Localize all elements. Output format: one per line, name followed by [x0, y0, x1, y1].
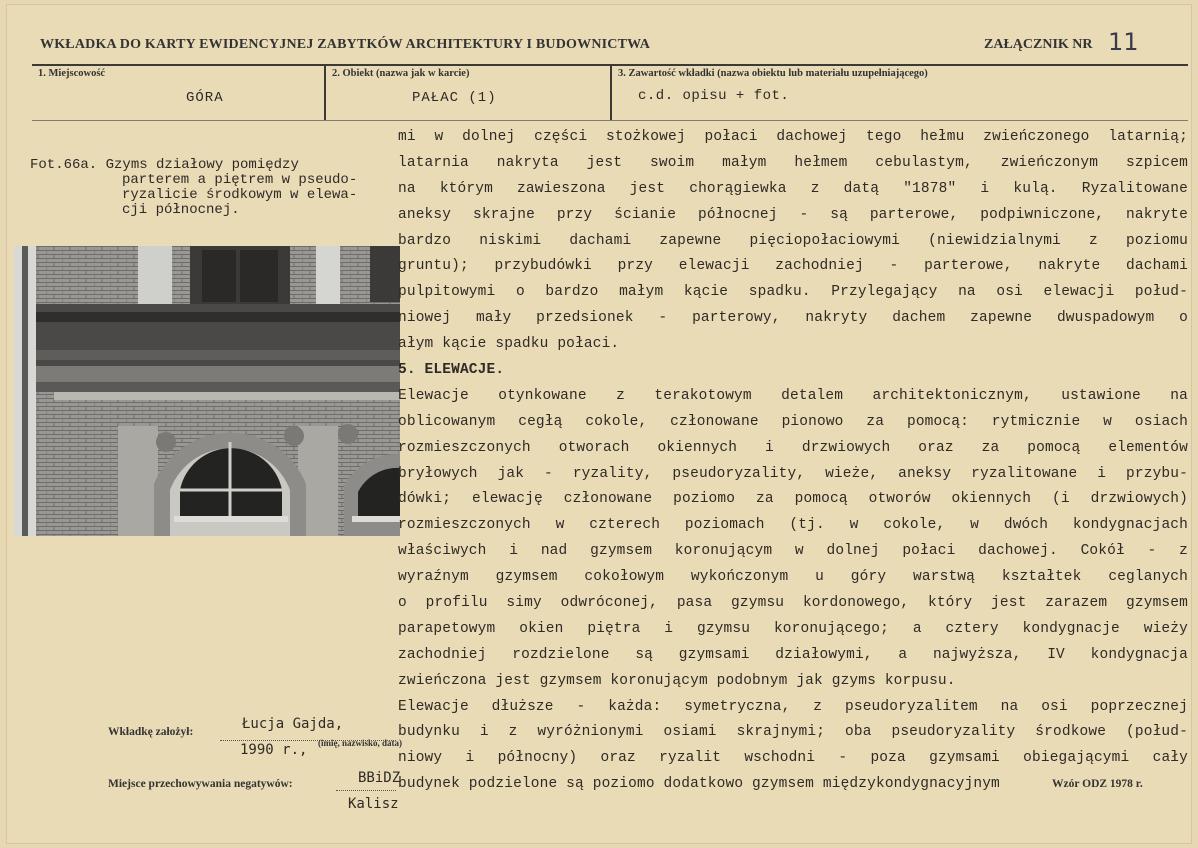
text-line: pulpitowymi o bardzo małym kącie spadku. Przylegający na osi elewacji połud- — [398, 284, 1188, 301]
text-line: mi w dolnej części stożkowej połaci dachowej tego hełmu zwieńczonego latarnią; — [398, 129, 1188, 145]
author-hint: (imię, nazwisko, data) — [318, 738, 402, 748]
building-photo — [14, 246, 400, 536]
storage-city: Kalisz — [348, 796, 399, 812]
form-version-label: Wzór ODZ 1978 r. — [1052, 778, 1143, 790]
field-3-label: 3. Zawartość wkładki (nazwa obiektu lub materiału uzupełniającego) — [618, 68, 928, 79]
form-title: WKŁADKA DO KARTY EWIDENCYJNEJ ZABYTKÓW ARCHITEKTURY I BUDOWNICTWA — [40, 37, 651, 52]
caption-line: cji północnej. — [122, 202, 240, 218]
attachment-label: ZAŁĄCZNIK NR — [984, 37, 1093, 52]
text-line: aneksy skrajne przy ścianie północnej - są parterowe, podpiwniczone, nakryte — [398, 206, 1188, 223]
storage-label: Miejsce przechowywania negatywów: — [108, 778, 293, 790]
text-line: rozmieszczonych otworach okiennych i drzwiowych oraz za pomocą elementów — [398, 439, 1188, 456]
section-heading: 5. ELEWACJE. — [398, 362, 505, 379]
field-3-value: c.d. opisu + fot. — [638, 88, 790, 104]
field-1-value: GÓRA — [186, 90, 224, 106]
storage-dots — [336, 790, 396, 791]
field-divider-2 — [610, 64, 612, 120]
text-line: rozmieszczonych w czterech poziomach (tj. w cokole, w dwóch kondygnacjach — [398, 517, 1188, 534]
storage-value: BBiDZ — [358, 770, 401, 786]
text-line: niowej mały przedsionek - parterowy, nakryty dachem zapewne dwuspadowym o — [398, 310, 1188, 327]
caption-line: parterem a piętrem w pseudo- — [122, 172, 358, 188]
text-line: latarnia nakryta jest swoim małym hełmem cebulastym, zwieńczonym szpicem — [398, 154, 1188, 171]
text-line: właściwych i nad gzymsem koronującym w dolnej połaci dachowej. Cokół - z — [398, 543, 1188, 560]
text-line: bryłowych jak - ryzality, pseudoryzality, wieże, aneksy ryzalitowane i przybu- — [398, 465, 1188, 482]
fields-rule — [32, 120, 1188, 121]
text-line: ałym kącie spadku połaci. — [398, 336, 620, 353]
text-line: zwieńczona jest gzymsem koronującym podobnym jak gzyms korpusu. — [398, 672, 956, 689]
field-1-label: 1. Miejscowość — [38, 68, 106, 79]
caption-line: Fot.66a. Gzyms działowy pomiędzy — [30, 157, 299, 173]
photo-caption — [30, 158, 410, 218]
text-line: Elewacje dłuższe - każda: symetryczna, z pseudoryzalitem na osi poprzecznej — [398, 698, 1188, 715]
text-line: gruntu); przybudówki przy elewacji zachodniej - parterowe, nakryte dachami — [398, 258, 1188, 275]
attachment-number: 11 — [1108, 28, 1139, 56]
text-line: Elewacje otynkowane z terakotowym detalem architektonicznym, ustawione na — [398, 387, 1188, 404]
text-line: wyraźnym gzymsem cokołowym wykończonym u góry warstwą kształtek ceglanych — [398, 569, 1188, 586]
record-card — [6, 4, 1192, 844]
field-2-value: PAŁAC (1) — [412, 90, 497, 106]
caption-line: ryzalicie środkowym w elewa- — [122, 187, 358, 203]
text-line: oblicowanym cegłą cokole, członowane pionowo za pomocą: rytmicznie w osiach — [398, 413, 1188, 430]
author-name: Łucja Gajda, — [242, 716, 344, 732]
text-line: budynku i z wyróżnionymi osiami skrajnymi; oba pseudoryzality środkowe (połud- — [398, 724, 1188, 741]
text-line: parapetowym okien piętra i gzymsu koronującego; a cztery kondygnacje wieży — [398, 620, 1188, 637]
text-line: dówki; elewację członowane poziomo za pomocą otworów okiennych (i drzwiowych) — [398, 491, 1188, 508]
field-2-label: 2. Obiekt (nazwa jak w karcie) — [332, 68, 470, 79]
author-label: Wkładkę założył: — [108, 726, 194, 738]
text-line: bardzo niskimi dachami zapewne pięciopołaciowymi (niewidzialnymi z poziomu — [398, 232, 1188, 249]
text-line: budynek podzielone są poziomo dodatkowo gzymsem międzykondygnacyjnym — [398, 776, 1000, 793]
field-divider-1 — [324, 64, 326, 120]
text-line: niowy i północny) oraz ryzalit wschodni - poza gzymsami obiegającymi cały — [398, 750, 1188, 767]
description-text — [398, 125, 1188, 798]
text-line: zachodniej rozdzielone są gzymsami działowymi, a najwyższa, IV kondygnacja — [398, 646, 1188, 663]
author-year: 1990 r., — [240, 742, 308, 758]
text-line: na którym zawieszona jest chorągiewka z datą "1878" i kulą. Ryzalitowane — [398, 180, 1188, 197]
text-line: o profilu simy odwróconej, pasa gzymsu kordonowego, który jest zarazem gzymsem — [398, 595, 1188, 612]
